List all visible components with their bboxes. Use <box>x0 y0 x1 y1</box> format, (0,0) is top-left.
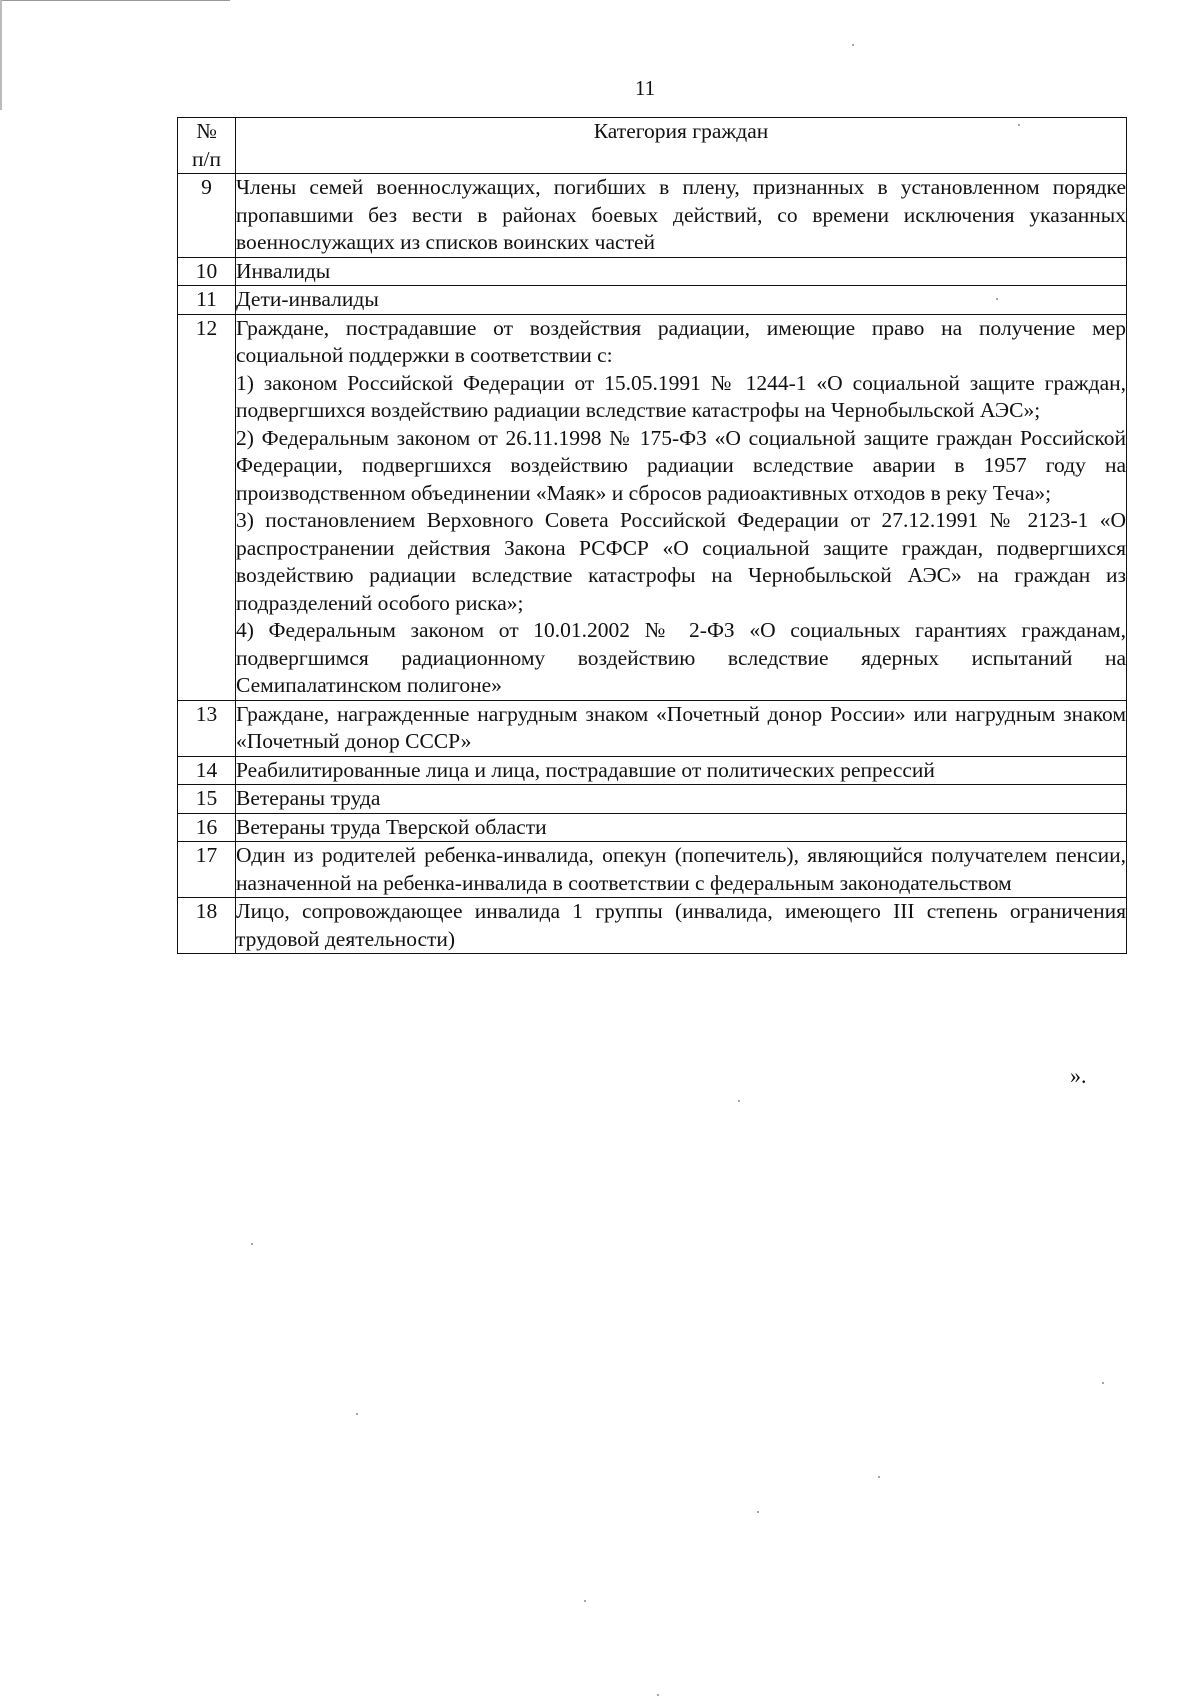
row-category <box>236 174 1127 258</box>
page-number: 11 <box>634 76 656 100</box>
table-row <box>178 898 1127 954</box>
table-header-row <box>178 118 1127 174</box>
category-paragraph: Граждане, награжденные нагрудным знаком «Почетный донор России» или нагрудным знаком «Почетный донор СССР» <box>236 701 1126 753</box>
row-number: 14 <box>178 756 236 785</box>
category-paragraph: Граждане, пострадавшие от воздействия радиации, имеющие право на получение мер социальной поддержки в соответствии с: <box>236 315 1126 367</box>
citizen-category-table <box>177 117 1127 954</box>
category-paragraph: Лицо, сопровождающее инвалида 1 группы (инвалида, имеющего III степень ограничения трудовой деятельности) <box>236 899 1126 951</box>
scan-speck <box>657 1694 659 1696</box>
scan-speck <box>757 1511 759 1513</box>
row-number: 11 <box>178 286 236 315</box>
scan-speck <box>996 298 998 300</box>
category-paragraph: Дети-инвалиды <box>236 287 379 311</box>
row-number: 12 <box>178 314 236 700</box>
table-row <box>178 174 1127 258</box>
category-paragraph: 4) Федеральным законом от 10.01.2002 № 2-ФЗ «О социальных гарантиях гражданам, подвергшимся радиационному воздействию вследствие ядерных испытаний на Семипалатинском полигоне» <box>236 618 1126 697</box>
category-paragraph: Инвалиды <box>236 258 331 283</box>
row-category <box>236 842 1127 898</box>
category-paragraph: Ветераны труда <box>236 786 381 810</box>
table-row <box>178 756 1127 785</box>
table-row <box>178 813 1127 842</box>
header-category: Категория граждан <box>236 118 1127 174</box>
scan-speck <box>356 1413 358 1415</box>
row-category <box>236 257 1127 286</box>
row-number: 9 <box>178 174 236 258</box>
scan-speck <box>852 44 854 46</box>
category-paragraph: Ветераны труда Тверской области <box>236 814 547 839</box>
row-number: 18 <box>178 898 236 954</box>
table-row <box>178 257 1127 286</box>
table-row <box>178 314 1127 700</box>
category-paragraph: Члены семей военнослужащих, погибших в плену, признанных в установленном порядке пропавшими без вести в районах боевых действий, со времени исключения указанных военнослужащих из списков воинских частей <box>236 175 1126 254</box>
row-number: 10 <box>178 257 236 286</box>
row-category <box>236 286 1127 315</box>
scan-speck <box>1102 1382 1104 1384</box>
row-category <box>236 813 1127 842</box>
scan-edge-line <box>0 0 230 1</box>
category-paragraph: Реабилитированные лица и лица, пострадавшие от политических репрессий <box>236 757 935 782</box>
closing-quote-mark: ». <box>1070 1063 1087 1088</box>
row-category <box>236 756 1127 785</box>
category-paragraph: Один из родителей ребенка-инвалида, опекун (попечитель), являющийся получателем пенсии, назначенной на ребенка-инвалида в соответствии с федеральным законодательством <box>236 843 1126 895</box>
table-row <box>178 700 1127 756</box>
scan-speck <box>878 1476 880 1478</box>
category-paragraph: 1) законом Российской Федерации от 15.05.1991 № 1244-1 «О социальной защите граждан, подвергшихся воздействию радиации вследствие катастрофы на Чернобыльской АЭС»; <box>236 370 1126 422</box>
scan-speck <box>738 1100 740 1102</box>
row-category <box>236 314 1127 700</box>
scan-speck <box>1018 124 1020 126</box>
row-number: 15 <box>178 785 236 814</box>
row-category <box>236 700 1127 756</box>
row-category <box>236 785 1127 814</box>
table-row <box>178 286 1127 315</box>
row-number: 17 <box>178 842 236 898</box>
scan-speck <box>584 1600 586 1602</box>
row-category <box>236 898 1127 954</box>
row-number: 13 <box>178 700 236 756</box>
category-paragraph: 2) Федеральным законом от 26.11.1998 № 175-ФЗ «О социальной защите граждан Российской Федерации, подвергшихся воздействию радиации вследствие аварии в 1957 году на производственном объединении «Маяк» и сбросов радиоактивных отходов в реку Теча»; <box>236 425 1126 505</box>
category-paragraph: 3) постановлением Верховного Совета Российской Федерации от 27.12.1991 № 2123-1 «О распространении действия Закона РСФСР «О социальной защите граждан, подвергшихся воздействию радиации вследствие катастрофы на Чернобыльской АЭС» на граждан из подразделений особого риска»; <box>236 508 1126 615</box>
table-row <box>178 842 1127 898</box>
row-number: 16 <box>178 813 236 842</box>
scan-speck <box>251 1243 253 1245</box>
header-number: № п/п <box>178 118 236 174</box>
table-row <box>178 785 1127 814</box>
